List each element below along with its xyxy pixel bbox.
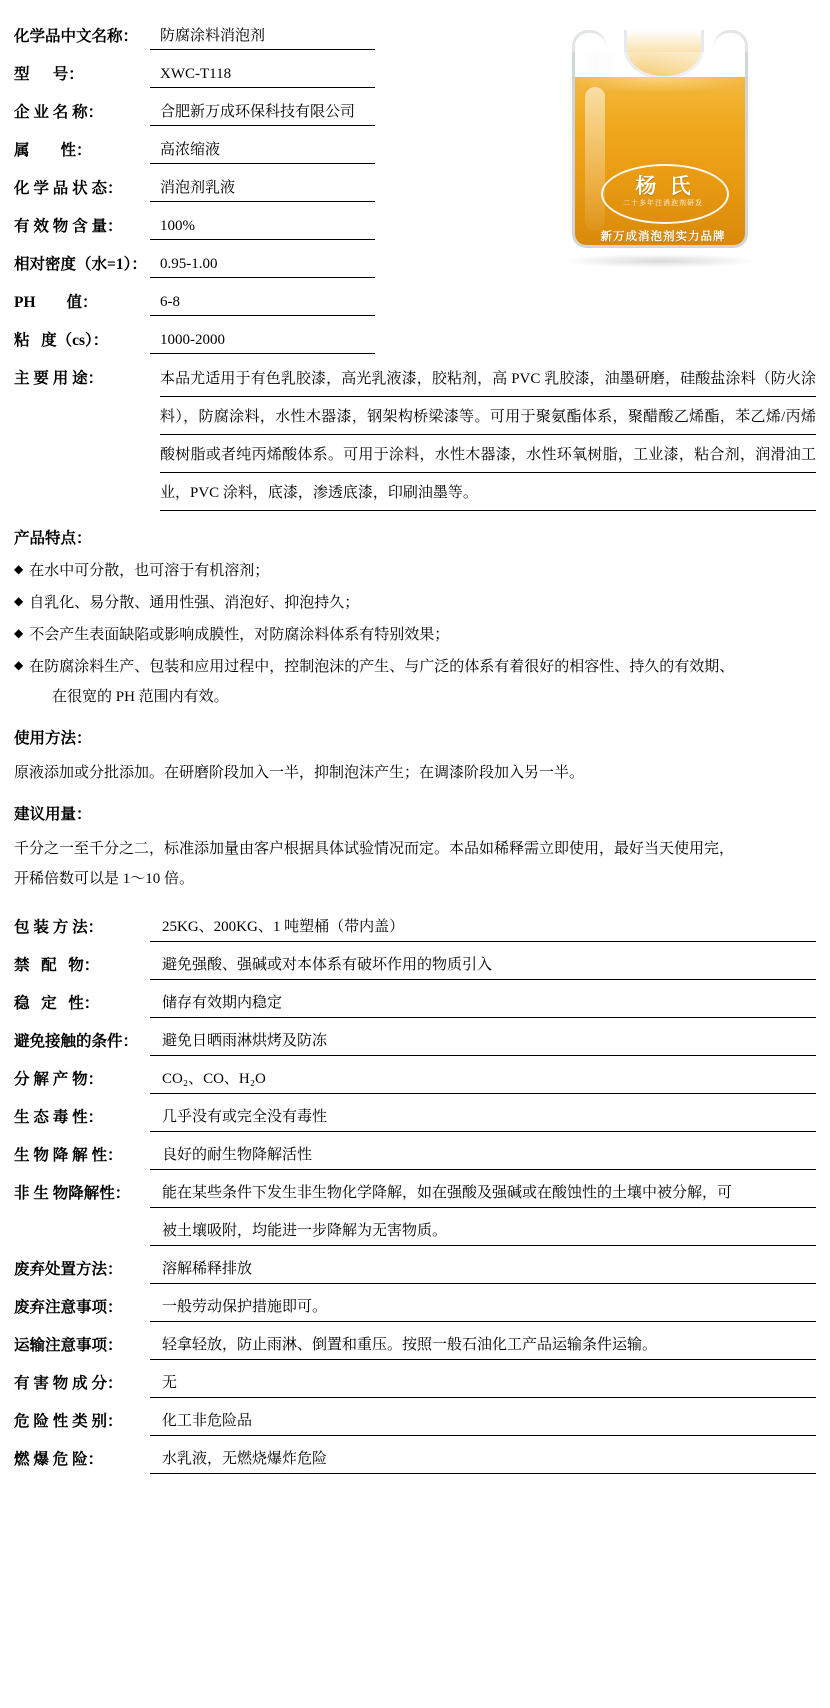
- spec-value: XWC-T118: [150, 64, 375, 88]
- spec-row-stability: [14, 980, 816, 1018]
- spec-label: 属 性：: [14, 142, 92, 159]
- main-use-text-inner: 本品尤适用于有色乳胶漆，高光乳液漆，胶粘剂，高 PVC 乳胶漆，油墨研磨，硅酸盐涂料（防火涂料），防腐涂料，水性木器漆，钢架构桥梁漆等。可用于聚氨酯体系，聚醋酸乙烯酯，苯乙烯/丙烯酸树脂或者纯丙烯酸体系。可用于涂料，水性木器漆，水性环氧树脂，工业漆，粘合剂，润滑油工业，PVC 涂料，底漆，渗透底漆，印刷油墨等。: [160, 371, 816, 501]
- spec-row-disposal-notes: [14, 1284, 816, 1322]
- spec-row-density: [0, 240, 830, 278]
- spec-value: 能在某些条件下发生非生物化学降解，如在强酸及强碱或在酸蚀性的土壤中被分解，可: [150, 1183, 816, 1208]
- spec-value: 防腐涂料消泡剂: [150, 26, 375, 50]
- spec-value: 100%: [150, 216, 375, 240]
- spec-row-hazardous-ingredients: [14, 1360, 816, 1398]
- spec-row-company: [0, 88, 830, 126]
- spec-row-attribute: [0, 126, 830, 164]
- spec-label: 废弃处置方法：: [14, 1261, 123, 1278]
- bullet-icon: ◆: [14, 594, 24, 608]
- main-use-block: [0, 354, 830, 512]
- logo-brand-text: 杨 氏: [635, 174, 695, 198]
- feature-item: [0, 586, 830, 618]
- spec-row-non-biodegradability: [14, 1170, 816, 1208]
- spec-label: 企 业 名 称：: [14, 104, 104, 121]
- bullet-icon: ◆: [14, 562, 24, 576]
- spec-value: 轻拿轻放，防止雨淋、倒置和重压。按照一般石油化工产品运输条件运输。: [150, 1335, 816, 1360]
- spec-row-chinese-name: [0, 12, 830, 50]
- spec-label: 禁 配 物：: [14, 957, 100, 974]
- bullet-icon: ◆: [14, 658, 24, 672]
- spec-row-flammability: [14, 1436, 816, 1474]
- spec-row-model: [0, 50, 830, 88]
- feature-item: [0, 618, 830, 650]
- spec-value: 消泡剂乳液: [150, 178, 375, 202]
- spec-row-hazard-class: [14, 1398, 816, 1436]
- spec-row-disposal-method: [14, 1246, 816, 1284]
- spec-row-ph: [0, 278, 830, 316]
- spec-value: 0.95-1.00: [150, 254, 375, 278]
- features-title: 产品特点：: [14, 530, 92, 547]
- feature-text: 不会产生表面缺陷或影响成膜性，对防腐涂料体系有特别效果；: [29, 627, 450, 643]
- dosage-title: 建议用量：: [14, 806, 92, 823]
- spec-row-ecotoxicity: [14, 1094, 816, 1132]
- spec-label: 粘 度（cs）：: [14, 332, 109, 349]
- spec-label: 运输注意事项：: [14, 1337, 123, 1354]
- spec-value: 化工非危险品: [150, 1411, 816, 1436]
- spec-label: 分 解 产 物：: [14, 1071, 104, 1088]
- feature-text: 自乳化、易分散、通用性强、消泡好、抑泡持久；: [29, 595, 360, 611]
- spec-value-continuation: 被土壤吸附，均能进一步降解为无害物质。: [150, 1221, 816, 1246]
- spec-label: 包 装 方 法：: [14, 919, 104, 936]
- feature-item: [0, 554, 830, 586]
- spec-value: 6-8: [150, 292, 375, 316]
- spec-row-transport-notes: [14, 1322, 816, 1360]
- spec-row-viscosity: [0, 316, 830, 354]
- spec-row-state: [0, 164, 830, 202]
- bullet-icon: ◆: [14, 626, 24, 640]
- spec-value: 1000-2000: [150, 330, 375, 354]
- feature-text: 在水中可分散，也可溶于有机溶剂；: [29, 563, 270, 579]
- spec-label: 化 学 品 状 态：: [14, 180, 123, 197]
- spec-value: 避免强酸、强碱或对本体系有破坏作用的物质引入: [150, 955, 816, 980]
- main-use-text: [160, 360, 816, 512]
- spec-value: 溶解稀释排放: [150, 1259, 816, 1284]
- spec-value: CO₂、CO、H₂O: [150, 1069, 816, 1094]
- top-spec-list: [0, 12, 830, 354]
- spec-row-biodegradability: [14, 1132, 816, 1170]
- spec-label: 型 号：: [14, 66, 84, 83]
- spec-row-packaging: [14, 904, 816, 942]
- spec-value: 一般劳动保护措施即可。: [150, 1297, 816, 1322]
- usage-title: 使用方法：: [14, 730, 92, 747]
- dosage-line-2: 开稀倍数可以是 1～10 倍。: [14, 871, 195, 887]
- spec-row-incompatible: [14, 942, 816, 980]
- logo-sub-text: 二十多年注消泡剂研发: [623, 199, 703, 207]
- spec-value: 避免日晒雨淋烘烤及防冻: [150, 1031, 816, 1056]
- spec-label: 相对密度（水=1）：: [14, 256, 147, 273]
- spec-value: 几乎没有或完全没有毒性: [150, 1107, 816, 1132]
- main-use-label: 主 要 用 途：: [14, 370, 104, 387]
- logo-slogan-text: 新万成消泡剂实力品牌: [600, 231, 726, 243]
- spec-label: 生 态 毒 性：: [14, 1109, 104, 1126]
- spec-value: 无: [150, 1373, 816, 1398]
- bottom-spec-list: [0, 894, 830, 1474]
- spec-value: 合肥新万成环保科技有限公司: [150, 102, 375, 126]
- usage-text: 原液添加或分批添加。在研磨阶段加入一半，抑制泡沫产生；在调漆阶段加入另一半。: [14, 765, 585, 781]
- spec-label: PH 值：: [14, 294, 98, 311]
- spec-value: 水乳液，无燃烧爆炸危险: [150, 1449, 816, 1474]
- spec-label: 危 险 性 类 别：: [14, 1413, 123, 1430]
- feature-text-continuation: 在很宽的 PH 范围内有效。: [52, 689, 229, 705]
- spec-label: 有 效 物 含 量：: [14, 218, 123, 235]
- spec-row-avoid-conditions: [14, 1018, 816, 1056]
- spec-value: 良好的耐生物降解活性: [150, 1145, 816, 1170]
- spec-value: 高浓缩液: [150, 140, 375, 164]
- dosage-line-1: 千分之一至千分之二，标准添加量由客户根据具体试验情况而定。本品如稀释需立即使用，最好当天使用完，: [14, 841, 735, 857]
- spec-label: 有 害 物 成 分：: [14, 1375, 123, 1392]
- spec-value: 储存有效期内稳定: [150, 993, 816, 1018]
- spec-row-active-content: [0, 202, 830, 240]
- spec-label: 稳 定 性：: [14, 995, 100, 1012]
- spec-value: 25KG、200KG、1 吨塑桶（带内盖）: [150, 917, 816, 942]
- feature-text: 在防腐涂料生产、包装和应用过程中，控制泡沫的产生、与广泛的体系有着很好的相容性、持久的有效期、: [29, 659, 735, 675]
- spec-label: 燃 爆 危 险：: [14, 1451, 104, 1468]
- feature-item: [0, 650, 830, 682]
- spec-label: 非 生 物降解性：: [14, 1185, 131, 1202]
- spec-label: 生 物 降 解 性：: [14, 1147, 123, 1164]
- spec-row-decomposition: [14, 1056, 816, 1094]
- spec-row-non-biodegradability-continuation: [14, 1208, 816, 1246]
- spec-label: 避免接触的条件：: [14, 1033, 139, 1050]
- spec-label: 化学品中文名称：: [14, 28, 139, 45]
- spec-label: 废弃注意事项：: [14, 1299, 123, 1316]
